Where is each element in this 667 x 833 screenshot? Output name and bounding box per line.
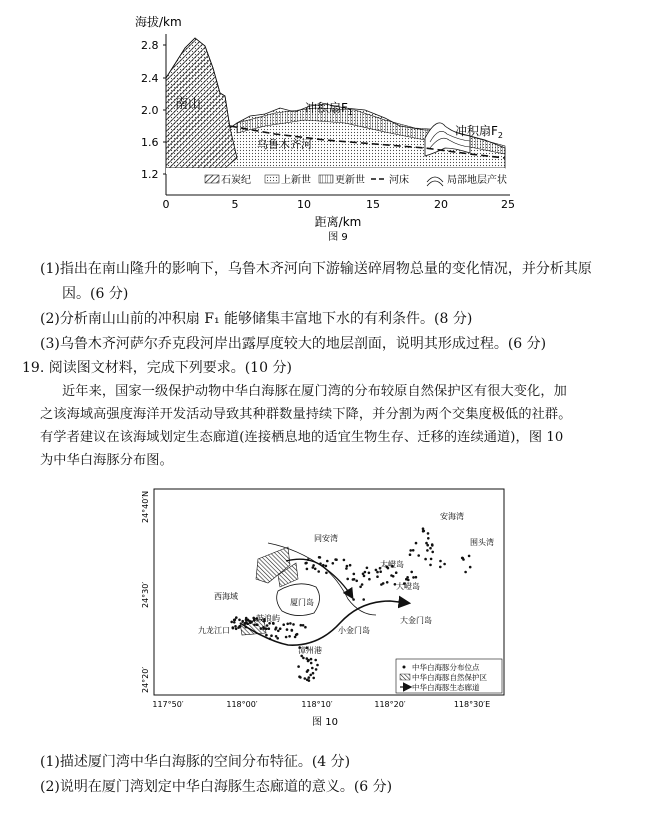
figure-9-elevation-profile xyxy=(125,8,525,243)
legend-carboniferous: 石炭纪 xyxy=(221,175,251,186)
dolphin-point xyxy=(289,622,292,625)
place-gulangyu: 鼓浪屿 xyxy=(256,614,280,623)
dolphin-point xyxy=(306,568,309,571)
dolphin-point xyxy=(379,570,382,573)
q19-paragraph-line: 近年来，国家一级保护动物中华白海豚在厦门湾的分布较原自然保护区有很大变化，加 xyxy=(62,384,567,399)
dolphin-point xyxy=(376,571,379,574)
dolphin-point xyxy=(297,665,300,668)
legend-reserve: 中华白海豚自然保护区 xyxy=(412,673,487,682)
place-xiaojinmen: 小金门岛 xyxy=(338,626,370,635)
dolphin-point xyxy=(304,562,307,565)
y-tick-labels xyxy=(141,39,159,181)
dolphin-point xyxy=(292,623,295,626)
dolphin-point xyxy=(233,621,236,624)
latitude-labels xyxy=(141,491,150,693)
q18-item-3: (3)乌鲁木齐河萨尔乔克段河岸出露厚度较大的地层剖面，说明其形成过程。(6 分) xyxy=(40,336,547,352)
dolphin-point xyxy=(429,564,432,567)
q18-item-2: (2)分析南山山前的冲积扇 F₁ 能够储集丰富地下水的有利条件。(8 分) xyxy=(40,311,473,327)
dolphin-point xyxy=(319,556,322,559)
dolphin-point xyxy=(245,617,248,620)
dolphin-point xyxy=(352,598,355,601)
dolphin-point xyxy=(417,554,420,557)
dolphin-point xyxy=(314,659,317,662)
dolphin-point xyxy=(275,626,278,629)
dolphin-point xyxy=(315,668,318,671)
dolphin-point xyxy=(245,621,248,624)
dolphin-point xyxy=(238,625,241,628)
dolphin-point xyxy=(468,555,471,558)
label-fan-f2: 冲积扇$F_2$ xyxy=(455,124,503,140)
place-tongan-bay: 同安湾 xyxy=(314,534,338,543)
dolphin-point xyxy=(265,628,268,631)
dolphin-point xyxy=(349,589,352,592)
y-tick: 2.4 xyxy=(141,72,159,85)
dolphin-point xyxy=(412,549,415,552)
q18-item-1-line2: 因。(6 分) xyxy=(62,286,129,302)
dolphin-point xyxy=(299,676,302,679)
dolphin-point xyxy=(431,551,434,554)
dolphin-point xyxy=(245,626,248,629)
dolphin-point xyxy=(265,634,268,637)
dolphin-point xyxy=(294,636,297,639)
dolphin-point xyxy=(368,578,371,581)
dolphin-point xyxy=(311,667,314,670)
dolphin-point xyxy=(412,576,415,579)
dolphin-point xyxy=(279,627,282,630)
dolphin-point xyxy=(241,620,244,623)
dolphin-point xyxy=(312,677,315,680)
dolphin-point xyxy=(253,624,256,627)
place-jiulong-estuary: 九龙江口 xyxy=(198,626,230,635)
dolphin-point xyxy=(310,662,313,665)
dolphin-point xyxy=(362,573,365,576)
figure-10-dolphin-map xyxy=(128,483,523,733)
dolphin-point xyxy=(346,565,349,568)
dolphin-point xyxy=(343,559,346,562)
dolphin-point xyxy=(443,563,446,566)
lon-tick: 118°20′ xyxy=(374,700,406,709)
q19-paragraph-line: 为中华白海豚分布图。 xyxy=(40,453,173,468)
q19-paragraph-line: 有学者建议在该海域划定生态廊道(连接栖息地的适宜生物生存、迁移的连续通道)，图 10 xyxy=(40,430,564,445)
dolphin-point xyxy=(285,636,288,639)
x-tick: 0 xyxy=(162,198,170,211)
dolphin-point xyxy=(368,572,371,575)
dolphin-point xyxy=(308,679,311,682)
dolphin-point xyxy=(296,633,299,636)
dolphin-point xyxy=(309,674,312,677)
x-tick: 25 xyxy=(501,198,515,211)
dolphin-point xyxy=(431,543,434,546)
dolphin-point xyxy=(439,566,442,569)
dolphin-point xyxy=(307,669,310,672)
dolphin-point xyxy=(286,623,289,626)
dolphin-point xyxy=(277,630,280,633)
legend-pleistocene: 更新世 xyxy=(335,175,365,186)
dolphin-point xyxy=(406,576,409,579)
y-tick: 1.2 xyxy=(141,168,159,181)
q19-item-1: (1)描述厦门湾中华白海豚的空间分布特征。(4 分) xyxy=(40,754,351,770)
dolphin-point xyxy=(409,553,412,556)
legend-pliocene: 上新世 xyxy=(281,175,311,186)
lon-tick: 118°30′E xyxy=(453,700,491,709)
dolphin-point xyxy=(310,658,313,661)
x-tick: 20 xyxy=(434,198,448,211)
x-tick: 15 xyxy=(366,198,380,211)
q18-item-1-line1: (1)指出在南山隆升的影响下，乌鲁木齐河向下游输送碎屑物总量的变化情况，并分析其原 xyxy=(40,261,592,277)
dolphin-point xyxy=(326,560,329,563)
dolphin-point xyxy=(262,626,265,629)
dolphin-point xyxy=(366,567,369,570)
dolphin-point xyxy=(353,573,356,576)
dolphin-point xyxy=(317,570,320,573)
dolphin-point xyxy=(361,583,364,586)
dolphin-point xyxy=(268,627,271,630)
y-tick: 2.0 xyxy=(141,104,159,117)
dolphin-point xyxy=(234,618,237,621)
dolphin-point xyxy=(270,634,273,637)
dolphin-point xyxy=(304,626,307,629)
longitude-labels xyxy=(152,700,490,709)
dolphin-point xyxy=(238,619,241,622)
dolphin-point xyxy=(430,558,433,561)
dolphin-point xyxy=(415,576,418,579)
dolphin-point xyxy=(332,562,335,565)
legend-strata-attitude: 局部地层产状 xyxy=(447,175,507,186)
q19-heading: 19. 阅读图文材料，完成下列要求。(10 分) xyxy=(22,360,292,376)
dolphin-point xyxy=(346,578,349,581)
dolphin-point xyxy=(347,592,350,595)
dolphin-point xyxy=(362,598,365,601)
dolphin-point xyxy=(286,628,289,631)
dolphin-point xyxy=(464,571,467,574)
dolphin-point xyxy=(427,532,430,535)
dolphin-point xyxy=(461,557,464,560)
dolphin-point xyxy=(282,623,285,626)
dolphin-point xyxy=(359,586,362,589)
label-fan-f1: 冲积扇$F_1$ xyxy=(305,101,353,117)
dolphin-point xyxy=(250,621,253,624)
dolphin-point xyxy=(410,571,413,574)
dolphin-point xyxy=(425,542,428,545)
place-anhai-bay: 安海湾 xyxy=(440,512,464,521)
lon-tick: 118°10′ xyxy=(301,700,333,709)
place-xiamen-island: 厦门岛 xyxy=(290,598,314,607)
y-axis-label: 海拔/km xyxy=(135,15,182,29)
lon-tick: 117°50′ xyxy=(152,700,184,709)
dolphin-point xyxy=(386,581,389,584)
dolphin-point xyxy=(352,578,355,581)
dolphin-point xyxy=(302,624,305,627)
label-nanshan: 南山 xyxy=(175,97,202,112)
legend-corridor: 中华白海豚生态廊道 xyxy=(412,683,480,692)
dolphin-point xyxy=(275,635,278,638)
dolphin-point xyxy=(300,624,303,627)
dolphin-point xyxy=(308,676,311,679)
dolphin-point xyxy=(345,567,348,570)
dolphin-point xyxy=(364,571,367,574)
dolphin-point xyxy=(266,624,269,627)
dolphin-point xyxy=(407,579,410,582)
dolphin-point xyxy=(232,627,235,630)
dolphin-point xyxy=(291,629,294,632)
x-tick-labels xyxy=(163,198,516,211)
dolphin-point xyxy=(415,542,418,545)
x-tick: 10 xyxy=(297,198,311,211)
q19-paragraph-line: 之该海域高强度海洋开发活动导致其种群数量持续下降，并分割为两个交集度极低的社群。 xyxy=(40,407,572,422)
lon-tick: 118°00′ xyxy=(226,700,258,709)
place-zhangzhou-port: 漳州港 xyxy=(298,646,322,655)
place-taideng-island: 太嶝岛 xyxy=(380,560,404,569)
legend-dolphin-points: 中华白海豚分布位点 xyxy=(412,663,480,672)
dolphin-point xyxy=(304,677,307,680)
dolphin-point xyxy=(256,623,259,626)
dolphin-point xyxy=(260,627,263,630)
dolphin-point xyxy=(355,580,358,583)
dolphin-point xyxy=(316,664,319,667)
dolphin-point xyxy=(269,638,272,641)
dolphin-point xyxy=(426,549,429,552)
q19-item-2: (2)说明在厦门湾划定中华白海豚生态廊道的意义。(6 分) xyxy=(40,779,393,795)
dolphin-point xyxy=(288,635,291,638)
dolphin-point xyxy=(322,564,325,567)
dolphin-point xyxy=(312,566,315,569)
x-axis-label: 距离/km xyxy=(314,215,362,229)
label-river: 乌鲁木齐河 xyxy=(257,138,312,151)
figure10-caption: 图 10 xyxy=(312,717,338,728)
dolphin-point xyxy=(427,537,430,540)
place-west-sea: 西海域 xyxy=(214,592,238,601)
lat-tick: 24°30′ xyxy=(141,581,150,608)
dolphin-point xyxy=(429,547,432,550)
dolphin-point xyxy=(424,558,427,561)
dolphin-point xyxy=(307,660,310,663)
y-tick: 2.8 xyxy=(141,39,159,52)
dolphin-point xyxy=(234,625,237,628)
dolphin-point xyxy=(325,565,328,568)
place-dadeng-island: 大嶝岛 xyxy=(396,582,420,591)
dolphin-point xyxy=(375,569,378,572)
dolphin-point xyxy=(380,583,383,586)
dolphin-point xyxy=(390,574,393,577)
dolphin-point xyxy=(235,628,238,631)
y-tick: 1.6 xyxy=(141,136,159,149)
dolphin-point xyxy=(230,621,233,624)
dolphin-point xyxy=(376,575,379,578)
legend-riverbed: 河床 xyxy=(389,175,409,186)
dolphin-point xyxy=(325,572,328,575)
dolphin-point xyxy=(349,564,352,567)
lat-tick: 24°20′ xyxy=(141,666,150,693)
dolphin-point xyxy=(439,560,442,563)
dolphin-point xyxy=(409,549,412,552)
dolphin-point xyxy=(314,568,317,571)
lat-tick: 24°40′N xyxy=(141,490,150,523)
place-dajinmen: 大金门岛 xyxy=(400,616,432,625)
dolphin-point xyxy=(423,530,426,533)
dolphin-point xyxy=(312,672,315,675)
dolphin-point xyxy=(469,566,472,569)
x-tick: 5 xyxy=(231,198,239,211)
dolphin-point xyxy=(307,558,310,561)
figure9-caption: 图 9 xyxy=(328,232,348,243)
dolphin-point xyxy=(395,571,398,574)
dolphin-point xyxy=(335,558,338,561)
place-weitou-bay: 围头湾 xyxy=(470,538,494,547)
figure9-legend xyxy=(205,173,507,186)
map-legend xyxy=(400,662,487,692)
dolphin-point xyxy=(302,657,305,660)
dolphin-point xyxy=(319,562,322,565)
